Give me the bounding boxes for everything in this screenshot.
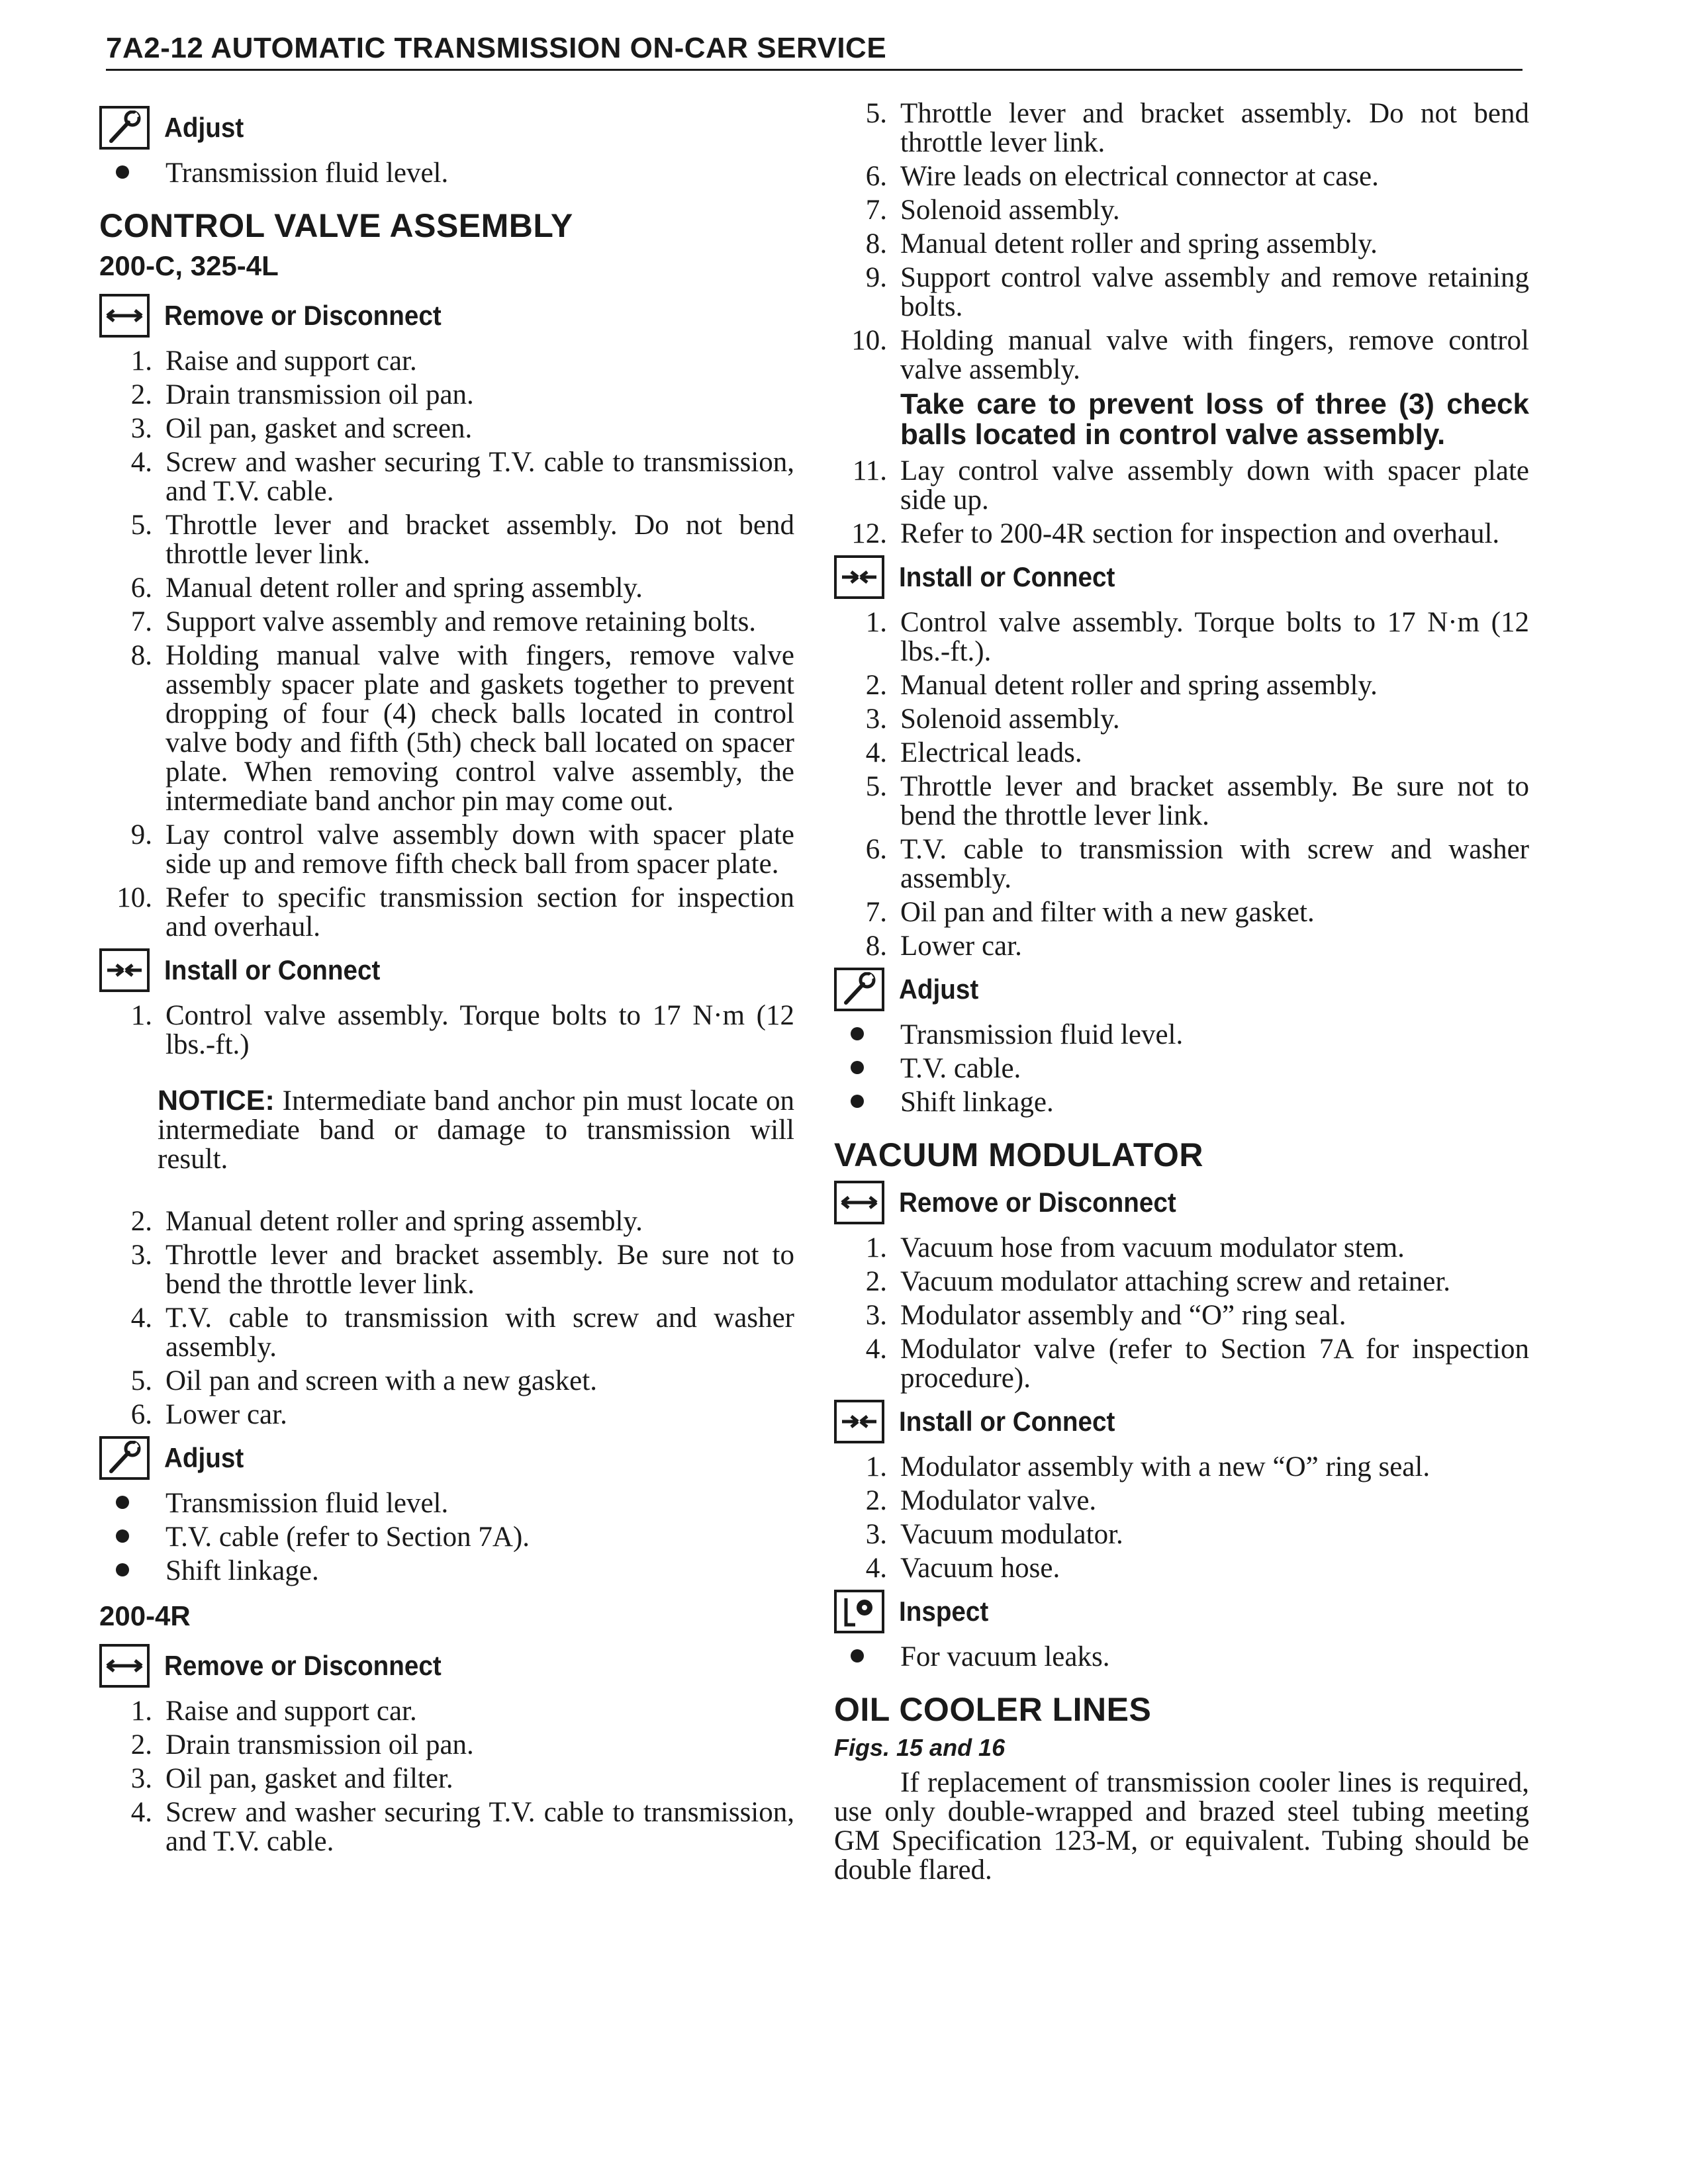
notice-text: Intermediate band anchor pin must locate on intermediate band or damage to transmission will result. — [158, 1085, 794, 1175]
bullet-icon — [99, 159, 165, 188]
list-item: 4. Screw and washer securing T.V. cable to transmission, and T.V. cable. — [130, 1797, 794, 1857]
install-arrows-icon — [834, 1400, 884, 1443]
section-heading: CONTROL VALVE ASSEMBLY — [99, 207, 573, 244]
inspect-section-header — [834, 1590, 1529, 1633]
list-item: 1. Control valve assembly. Torque bolts to 17 N·m (12 lbs.-ft.) — [130, 1000, 794, 1060]
inspect-eye-icon — [834, 1590, 884, 1633]
list-item: 10. Refer to specific transmission section for inspection and overhaul. — [117, 882, 794, 942]
remove-section-header — [834, 1181, 1529, 1224]
remove-steps — [99, 1697, 794, 1856]
caution-text: Take care to prevent loss of three (3) check balls located in control valve assembly. — [900, 388, 1529, 451]
list-item: 1. Modulator assembly with a new “O” ring seal. — [865, 1451, 1430, 1482]
install-arrows-icon — [834, 555, 884, 599]
list-item: 3. Solenoid assembly. — [865, 704, 1120, 735]
adjust-label: Adjust — [899, 974, 979, 1005]
adjust-section-header — [99, 1436, 794, 1480]
install-arrows-icon — [99, 948, 150, 992]
list-item: 1. Raise and support car. — [130, 1696, 417, 1727]
bullet-icon — [99, 1489, 165, 1518]
list-item: Shift linkage. — [834, 1088, 1529, 1117]
remove-steps — [834, 1234, 1529, 1393]
list-item: 8. Holding manual valve with fingers, remove valve assembly spacer plate and gaskets together to prevent dropping of four (4) check balls located in control valve body and fifth (5th) check ball located on spacer plate. When removing control valve assembly, the intermediate band anchor pin may come out. — [130, 640, 794, 817]
notice-block — [158, 1086, 794, 1174]
list-item: 8. Lower car. — [865, 931, 1022, 962]
list-item: 4. Modulator valve (refer to Section 7A for inspection procedure). — [865, 1334, 1529, 1394]
install-label: Install or Connect — [164, 954, 381, 985]
remove-label: Remove or Disconnect — [164, 300, 442, 331]
adjust-label: Adjust — [164, 1442, 244, 1473]
list-item: Transmission fluid level. — [834, 1021, 1529, 1050]
remove-steps — [99, 347, 794, 942]
bullet-icon — [99, 1557, 165, 1586]
list-item: 5. Throttle lever and bracket assembly. Do not bend throttle lever link. — [130, 510, 794, 570]
body-paragraph: If replacement of transmission cooler lines is required, use only double-wrapped and brazed steel tubing meeting GM Specification 123-M, or equivalent. Tubing should be double flared. — [834, 1767, 1529, 1886]
list-item: 11. Lay control valve assembly down with spacer plate side up. — [852, 455, 1529, 516]
list-item: 2. Drain transmission oil pan. — [130, 1729, 474, 1760]
list-item: 3. Oil pan, gasket and filter. — [130, 1763, 453, 1794]
model-subheading: 200-C, 325-4L — [99, 250, 279, 281]
list-item: 6. Manual detent roller and spring assembly. — [130, 572, 643, 604]
list-item: 7. Solenoid assembly. — [865, 195, 1120, 226]
list-item: Transmission fluid level. — [99, 159, 794, 188]
bullet-icon — [834, 1088, 900, 1117]
bullet-icon — [99, 1523, 165, 1552]
list-item: 2. Modulator valve. — [865, 1485, 1097, 1516]
install-label: Install or Connect — [899, 561, 1115, 592]
list-item: 6. T.V. cable to transmission with screw and washer assembly. — [865, 834, 1529, 894]
list-item: T.V. cable. — [834, 1054, 1529, 1083]
bullet-icon — [834, 1054, 900, 1083]
section-heading: VACUUM MODULATOR — [834, 1136, 1203, 1173]
adjust-list — [834, 1021, 1529, 1117]
wrench-icon — [99, 1436, 150, 1480]
remove-label: Remove or Disconnect — [899, 1187, 1176, 1218]
wrench-icon — [834, 968, 884, 1011]
list-item: 3. Vacuum modulator. — [865, 1519, 1123, 1550]
install-steps — [99, 1001, 794, 1060]
adjust-list — [99, 159, 794, 188]
figure-reference: Figs. 15 and 16 — [834, 1734, 1006, 1761]
right-column — [834, 99, 1529, 1885]
list-item: 3. Modulator assembly and “O” ring seal. — [865, 1300, 1346, 1331]
list-item: 2. Drain transmission oil pan. — [130, 379, 474, 410]
remove-steps-continued — [834, 99, 1529, 385]
inspect-label: Inspect — [899, 1596, 989, 1627]
install-section-header — [834, 555, 1529, 599]
list-item: 7. Support valve assembly and remove retaining bolts. — [130, 606, 757, 637]
list-item: 12. Refer to 200-4R section for inspection and overhaul. — [851, 518, 1500, 549]
adjust-list — [99, 1489, 794, 1586]
wrench-icon — [99, 106, 150, 150]
list-item: For vacuum leaks. — [834, 1643, 1529, 1672]
list-item: 4. T.V. cable to transmission with screw and washer assembly. — [130, 1302, 794, 1363]
list-item: 3. Oil pan, gasket and screen. — [130, 413, 473, 444]
list-item: 4. Electrical leads. — [865, 737, 1082, 768]
list-item: 4. Screw and washer securing T.V. cable to transmission, and T.V. cable. — [130, 447, 794, 507]
remove-section-header — [99, 1644, 794, 1688]
list-item: 2. Manual detent roller and spring assembly. — [865, 670, 1378, 701]
install-steps — [834, 608, 1529, 961]
list-item: 5. Throttle lever and bracket assembly. Be sure not to bend the throttle lever link. — [865, 771, 1529, 831]
adjust-section-header — [834, 968, 1529, 1011]
remove-steps-continued — [834, 457, 1529, 549]
install-label: Install or Connect — [899, 1406, 1115, 1437]
list-item: 6. Lower car. — [130, 1399, 287, 1430]
notice-label: NOTICE: — [158, 1085, 275, 1116]
install-section-header — [834, 1400, 1529, 1443]
list-item: 1. Control valve assembly. Torque bolts to 17 N·m (12 lbs.-ft.). — [865, 607, 1529, 667]
list-item: 10. Holding manual valve with fingers, remove control valve assembly. — [851, 325, 1529, 385]
list-item: 3. Throttle lever and bracket assembly. Be sure not to bend the throttle lever link. — [130, 1240, 794, 1300]
section-heading: OIL COOLER LINES — [834, 1691, 1152, 1728]
left-column — [99, 99, 794, 1861]
list-item: 2. Vacuum modulator attaching screw and retainer. — [865, 1266, 1451, 1297]
list-item: 6. Wire leads on electrical connector at case. — [865, 161, 1379, 192]
model-subheading: 200-4R — [99, 1600, 191, 1631]
list-item: 5. Oil pan and screen with a new gasket. — [130, 1365, 597, 1396]
install-section-header — [99, 948, 794, 992]
remove-arrows-icon — [99, 294, 150, 338]
list-item: 8. Manual detent roller and spring assembly. — [865, 228, 1378, 259]
bullet-icon — [834, 1643, 900, 1672]
list-item: Transmission fluid level. — [99, 1489, 794, 1518]
inspect-list — [834, 1643, 1529, 1672]
list-item: Shift linkage. — [99, 1557, 794, 1586]
install-steps-continued — [99, 1207, 794, 1430]
adjust-section-header — [99, 106, 794, 150]
remove-arrows-icon — [99, 1644, 150, 1688]
list-item: 2. Manual detent roller and spring assembly. — [130, 1206, 643, 1237]
list-item: 1. Vacuum hose from vacuum modulator stem. — [865, 1232, 1405, 1263]
list-item: 4. Vacuum hose. — [865, 1553, 1060, 1584]
install-steps — [834, 1453, 1529, 1583]
page-header: 7A2-12 AUTOMATIC TRANSMISSION ON-CAR SERVICE — [106, 32, 1523, 71]
bullet-icon — [834, 1021, 900, 1050]
adjust-label: Adjust — [164, 112, 244, 143]
list-item: 7. Oil pan and filter with a new gasket. — [865, 897, 1315, 928]
list-item: 1. Raise and support car. — [130, 345, 417, 377]
list-item: T.V. cable (refer to Section 7A). — [99, 1523, 794, 1552]
remove-section-header — [99, 294, 794, 338]
list-item: 5. Throttle lever and bracket assembly. Do not bend throttle lever link. — [865, 98, 1529, 158]
remove-label: Remove or Disconnect — [164, 1650, 442, 1681]
remove-arrows-icon — [834, 1181, 884, 1224]
list-item: 9. Support control valve assembly and remove retaining bolts. — [865, 262, 1529, 322]
list-item: 9. Lay control valve assembly down with spacer plate side up and remove fifth check ball from spacer plate. — [130, 819, 794, 880]
